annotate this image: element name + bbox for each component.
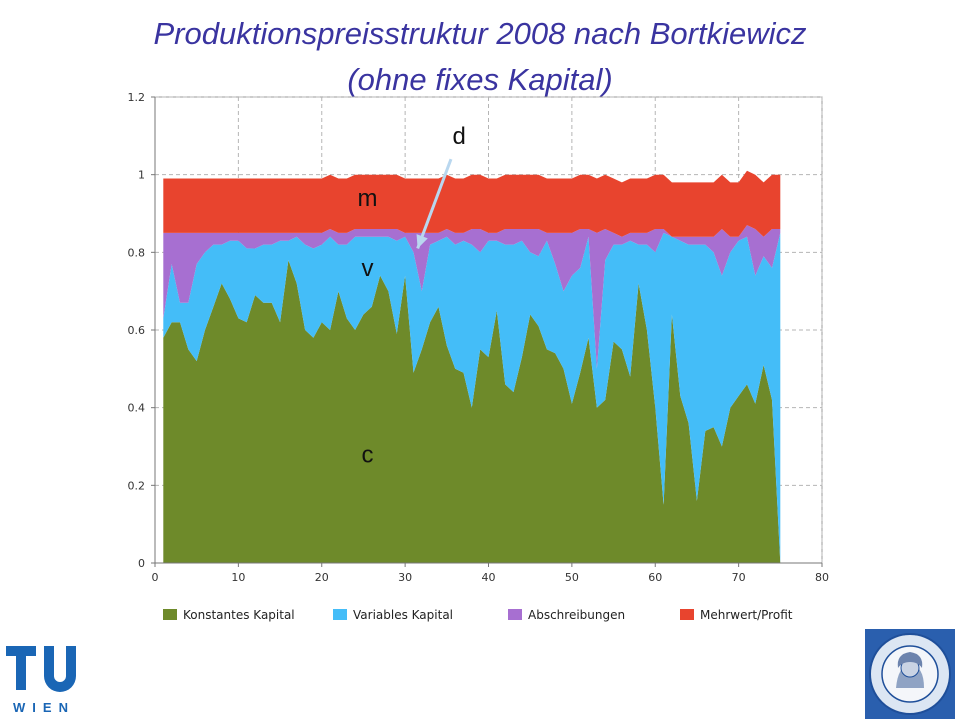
x-tick-label: 80 [815, 571, 829, 584]
legend-label: Variables Kapital [353, 608, 454, 622]
x-tick-label: 40 [481, 571, 496, 584]
annotation-d: d [452, 122, 466, 150]
y-tick-label: 0.4 [127, 401, 145, 415]
y-tick-label: 0.6 [127, 324, 145, 337]
x-tick-label: 0 [151, 571, 159, 584]
x-tick-label: 20 [314, 571, 329, 584]
x-tick-label: 70 [731, 571, 746, 584]
y-tick-label: 1 [138, 168, 145, 182]
leibniz-sozietaet-seal [864, 628, 956, 720]
annotation-m: m [357, 184, 378, 212]
x-tick-label: 50 [564, 571, 579, 584]
legend-label: Mehrwert/Profit [700, 608, 793, 622]
y-tick-label: 0.8 [127, 246, 145, 260]
annotation-v: v [361, 254, 374, 282]
legend-swatch [333, 609, 347, 620]
x-tick-label: 30 [398, 571, 413, 584]
chart-title-line-1: Produktionspreisstruktur 2008 nach Bortkiewicz [153, 16, 807, 51]
legend-swatch [680, 609, 694, 620]
x-tick-label: 60 [648, 571, 663, 584]
chart-title-line-2: (ohne fixes Kapital) [347, 62, 613, 97]
legend-swatch [508, 609, 522, 620]
tu-wien-logo-text: WIEN [13, 700, 75, 715]
legend-label: Konstantes Kapital [183, 608, 295, 622]
tu-wien-logo [4, 642, 84, 718]
y-tick-label: 0.2 [127, 479, 145, 493]
y-tick-label: 0 [138, 557, 145, 570]
legend-swatch [163, 609, 177, 620]
y-tick-label: 1.2 [127, 91, 145, 104]
x-tick-label: 10 [231, 571, 246, 584]
annotation-c: c [361, 441, 374, 469]
legend-label: Abschreibungen [528, 608, 626, 622]
